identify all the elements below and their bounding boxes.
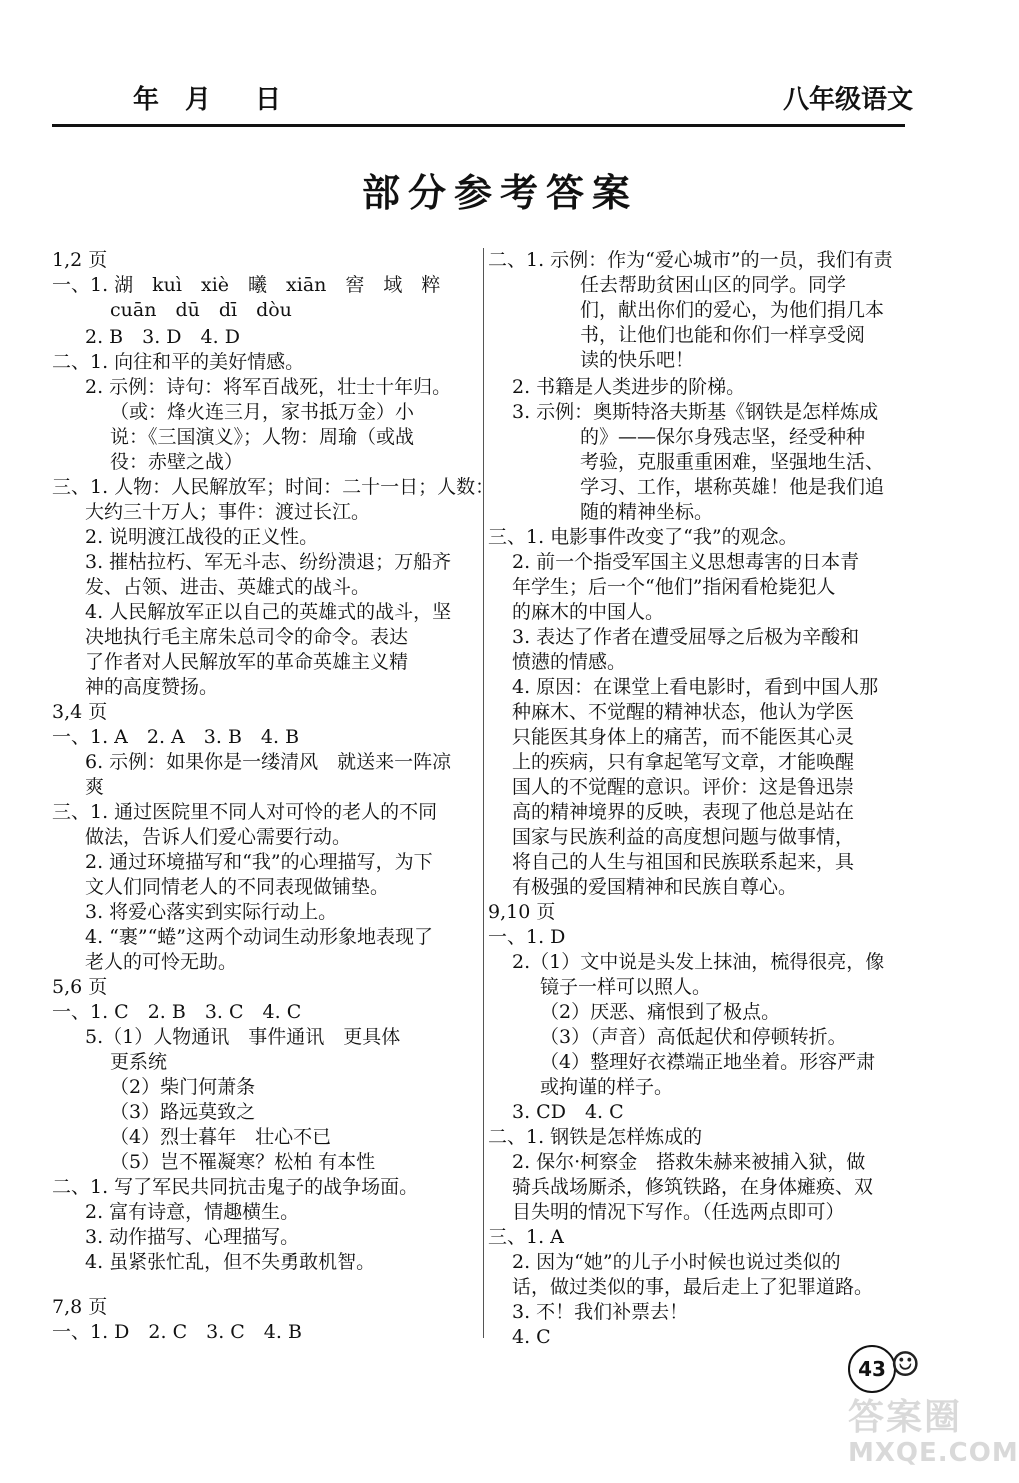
answer-line: 一、1. D 2. C 3. C 4. B xyxy=(52,1321,302,1343)
watermark xyxy=(848,1397,1019,1468)
answer-line: 4. C xyxy=(512,1326,551,1348)
answer-line: 三、1. A xyxy=(488,1226,564,1248)
answer-line: 决地执行毛主席朱总司令的命令。表达 xyxy=(85,626,409,648)
answer-line: 的》——保尔身残志坚，经受种种 xyxy=(580,426,866,448)
answer-line: 3. 示例：奥斯特洛夫斯基《钢铁是怎样炼成 xyxy=(512,401,879,423)
answer-line: （2）柴门何萧条 xyxy=(110,1076,256,1098)
answer-line: 爽 xyxy=(85,776,105,798)
answer-line: 种麻木、不觉醒的精神状态，他认为学医 xyxy=(512,701,855,723)
answer-line: 二、1. 示例：作为“爱心城市”的一员，我们有责 xyxy=(488,249,893,271)
answer-line: 二、1. 钢铁是怎样炼成的 xyxy=(488,1126,703,1148)
answer-line: 2. 通过环境描写和“我”的心理描写，为下 xyxy=(85,851,433,873)
header-rule xyxy=(52,124,905,127)
answer-line: 三、1. 通过医院里不同人对可怜的老人的不同 xyxy=(52,801,438,823)
answer-line: 3. 表达了作者在遭受屈辱之后极为辛酸和 xyxy=(512,626,860,648)
header-day: 日 xyxy=(255,85,282,115)
answer-line: 大约三十万人；事件：渡过长江。 xyxy=(85,501,371,523)
answer-line: 将自己的人生与祖国和民族联系起来，具 xyxy=(512,851,855,873)
answer-line: 的麻木的中国人。 xyxy=(512,601,665,623)
answer-line: 或拘谨的样子。 xyxy=(540,1076,674,1098)
answer-line: 愤懑的情感。 xyxy=(512,651,627,673)
answer-line: 3. 动作描写、心理描写。 xyxy=(85,1226,300,1248)
answer-line: 考验，克服重重困难，坚强地生活、 xyxy=(580,451,885,473)
answer-line: 2. 保尔·柯察金 搭救朱赫来被捕入狱，做 xyxy=(512,1151,866,1173)
answer-line: 三、1. 电影事件改变了“我”的观念。 xyxy=(488,526,798,548)
answer-line: 二、1. 写了军民共同抗击鬼子的战争场面。 xyxy=(52,1176,419,1198)
answer-line: 2. 书籍是人类进步的阶梯。 xyxy=(512,376,746,398)
header-month: 月 xyxy=(185,85,212,115)
column-divider xyxy=(483,248,484,1338)
answer-line: 高的精神境界的反映，表现了他总是站在 xyxy=(512,801,855,823)
page-number-ornament-icon: ☺ xyxy=(890,1345,921,1385)
answer-line: 骑兵战场厮杀，修筑铁路，在身体瘫痪、双 xyxy=(512,1176,874,1198)
document-title: 部分参考答案 xyxy=(361,171,638,215)
answer-line: 们，献出你们的爱心，为他们捐几本 xyxy=(580,299,885,321)
answer-line: 4. “裹”“蜷”这两个动词生动形象地表现了 xyxy=(85,926,434,948)
answer-line: （3）路远莫致之 xyxy=(110,1101,256,1123)
answer-line: 5.（1）人物通讯 事件通讯 更具体 xyxy=(85,1026,401,1048)
answer-line: 有极强的爱国精神和民族自尊心。 xyxy=(512,876,798,898)
answer-line: 随的精神坐标。 xyxy=(580,501,714,523)
answer-line: （或：烽火连三月，家书抵万金）小 xyxy=(110,401,415,423)
answer-line: （5）岂不罹凝寒？松柏 有本性 xyxy=(110,1151,376,1173)
answer-line: 只能医其身体上的痛苦，而不能医其心灵 xyxy=(512,726,855,748)
answer-line: 2.（1）文中说是头发上抹油，梳得很亮，像 xyxy=(512,951,885,973)
answer-line: （4）整理好衣襟端正地坐着。形容严肃 xyxy=(540,1051,876,1073)
answer-line: 目失明的情况下写作。（任选两点即可） xyxy=(512,1201,845,1223)
answer-line: 一、1. D xyxy=(488,926,566,948)
answer-line: 2. 说明渡江战役的正义性。 xyxy=(85,526,319,548)
answer-line: 3,4 页 xyxy=(52,701,108,723)
answer-line: 3. CD 4. C xyxy=(512,1101,624,1123)
answer-line: 文人们同情老人的不同表现做铺垫。 xyxy=(85,876,390,898)
answer-line: （3）（声音）高低起伏和停顿转折。 xyxy=(540,1026,847,1048)
answer-line: （2）厌恶、痛恨到了极点。 xyxy=(540,1001,781,1023)
answer-line: 7,8 页 xyxy=(52,1296,108,1318)
answer-line: 三、1. 人物：人民解放军；时间：二十一日；人数： xyxy=(52,476,495,498)
answer-line: 了作者对人民解放军的革命英雄主义精 xyxy=(85,651,409,673)
answer-line: 神的高度赞扬。 xyxy=(85,676,219,698)
answer-line: 国人的不觉醒的意识。评价：这是鲁迅崇 xyxy=(512,776,855,798)
watermark-url: MXQE.COM xyxy=(848,1438,1019,1468)
answer-line: 2. 富有诗意，情趣横生。 xyxy=(85,1201,300,1223)
answer-line: 一、1. 湖 kuì xiè 曦 xiān 窖 域 粹 xyxy=(52,274,441,296)
answer-line: 役：赤壁之战） xyxy=(110,451,244,473)
answer-line: 年学生；后一个“他们”指闲看枪毙犯人 xyxy=(512,576,836,598)
answer-line: 2. B 3. D 4. D xyxy=(85,326,240,348)
answer-line: 2. 前一个指受军国主义思想毒害的日本青 xyxy=(512,551,860,573)
answer-line: 更系统 xyxy=(110,1051,168,1073)
answer-line: cuān dū dī dòu xyxy=(110,299,292,321)
answer-line: 国家与民族利益的高度想问题与做事情， xyxy=(512,826,855,848)
answer-line: 2. 因为“她”的儿子小时候也说过类似的 xyxy=(512,1251,841,1273)
answer-line: 任去帮助贫困山区的同学。同学 xyxy=(580,274,847,296)
answer-line: 9,10 页 xyxy=(488,901,556,923)
answer-line: 4. 人民解放军正以自己的英雄式的战斗，坚 xyxy=(85,601,452,623)
answer-line: 二、1. 向往和平的美好情感。 xyxy=(52,351,305,373)
answer-line: 5,6 页 xyxy=(52,976,108,998)
answer-line: 一、1. A 2. A 3. B 4. B xyxy=(52,726,300,748)
answer-line: 4. 虽紧张忙乱，但不失勇敢机智。 xyxy=(85,1251,376,1273)
answer-line: 老人的可怜无助。 xyxy=(85,951,238,973)
header-subject: 八年级语文 xyxy=(783,85,914,115)
answer-line: 话，做过类似的事，最后走上了犯罪道路。 xyxy=(512,1276,874,1298)
answer-line: 3. 不！我们补票去！ xyxy=(512,1301,689,1323)
answer-line: 1,2 页 xyxy=(52,249,108,271)
answer-line: （4）烈士暮年 壮心不已 xyxy=(110,1126,332,1148)
page-number: 43 xyxy=(848,1345,896,1393)
answer-line: 镜子一样可以照人。 xyxy=(540,976,712,998)
answer-line: 6. 示例：如果你是一缕清风 就送来一阵凉 xyxy=(85,751,452,773)
header-year: 年 xyxy=(133,85,160,115)
answer-line: 书，让他们也能和你们一样享受阅 xyxy=(580,324,866,346)
answer-line: 2. 示例：诗句：将军百战死，壮士十年归。 xyxy=(85,376,452,398)
answer-line: 一、1. C 2. B 3. C 4. C xyxy=(52,1001,302,1023)
answer-line: 做法，告诉人们爱心需要行动。 xyxy=(85,826,352,848)
answer-line: 3. 将爱心落实到实际行动上。 xyxy=(85,901,338,923)
answer-line: 学习、工作，堪称英雄！他是我们追 xyxy=(580,476,885,498)
answer-line: 读的快乐吧！ xyxy=(580,349,695,371)
answer-line: 说：《三国演义》；人物：周瑜（或战 xyxy=(110,426,415,448)
answer-line: 发、占领、进击、英雄式的战斗。 xyxy=(85,576,371,598)
answer-line: 上的疾病，只有拿起笔写文章，才能唤醒 xyxy=(512,751,855,773)
watermark-logo: 答案圈 xyxy=(848,1397,963,1438)
answer-line: 4. 原因：在课堂上看电影时，看到中国人那 xyxy=(512,676,879,698)
answer-line: 3. 摧枯拉朽、军无斗志、纷纷溃退；万船齐 xyxy=(85,551,452,573)
